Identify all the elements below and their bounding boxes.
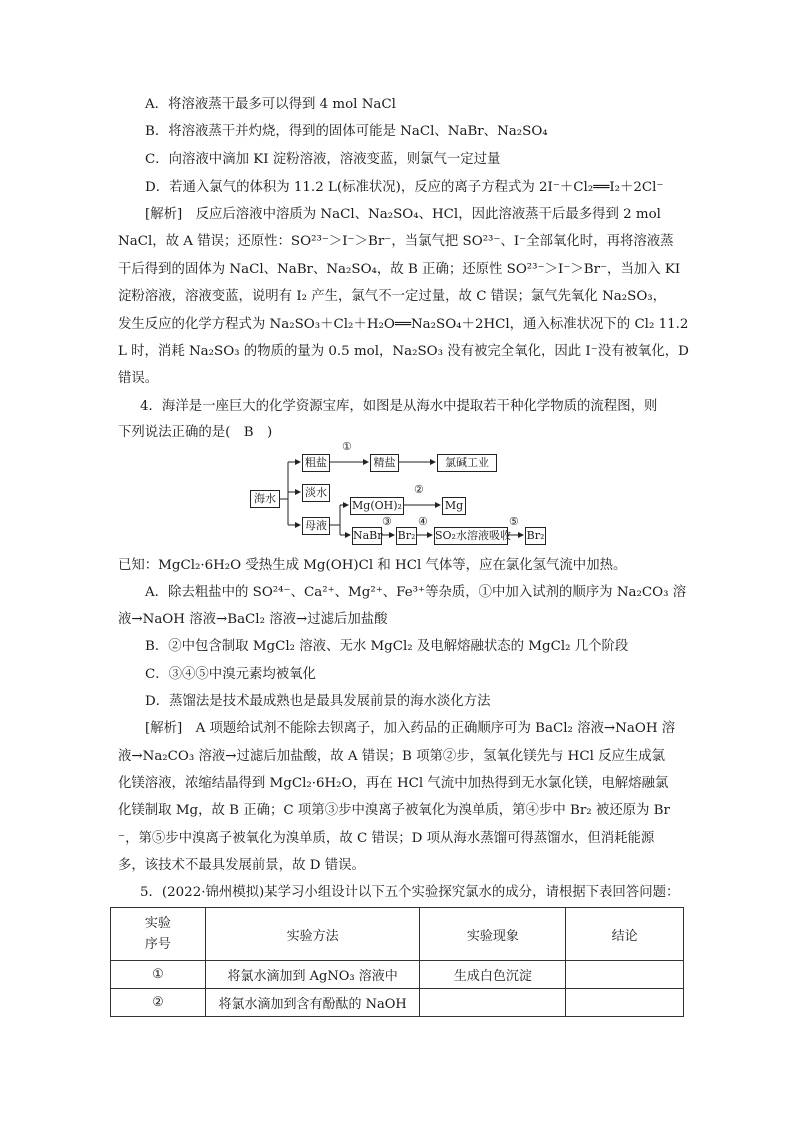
fresh-water-box: 淡水 bbox=[302, 484, 330, 502]
nabr-box: NaBr bbox=[352, 527, 382, 545]
cell-phenomenon bbox=[420, 989, 566, 1017]
q4-analysis-line: 液→Na₂CO₃ 溶液→过滤后加盐酸，故 A 错误；B 项第②步，氢氧化镁先与 HCl 反应生成氯 bbox=[118, 749, 666, 764]
q4-analysis-line: [解析] A 项题给试剂不能除去钡离子，加入药品的正确顺序可为 BaCl₂ 溶液→NaOH 溶 bbox=[145, 721, 676, 736]
q3-option-d: D．若通入氯气的体积为 11.2 L(标准状况)，反应的离子方程式为 2I⁻＋Cl₂══I₂＋2Cl⁻ bbox=[145, 180, 664, 195]
header-seq-line1: 实验 bbox=[144, 916, 171, 931]
cell-phenomenon: 生成白色沉淀 bbox=[420, 961, 566, 989]
q4-option-line: D．蒸馏法是技术最成熟也是最具发展前景的海水淡化方法 bbox=[145, 694, 491, 709]
q4-analysis-line: 多，该技术不最具发展前景，故 D 错误。 bbox=[118, 858, 365, 873]
q3-analysis-line: 淀粉溶液，溶液变蓝，说明有 I₂ 产生，氯气不一定过量，故 C 错误；氯气先氧化 Na₂SO₃， bbox=[118, 289, 667, 304]
q4-note: 已知：MgCl₂·6H₂O 受热生成 Mg(OH)Cl 和 HCl 气体等，应在氯化氢气流中加热。 bbox=[118, 558, 627, 573]
q3-analysis-line: [解析] 反应后溶液中溶质为 NaCl、Na₂SO₄、HCl，因此溶液蒸干后最多得到 2 mol bbox=[145, 207, 661, 222]
header-method: 实验方法 bbox=[205, 908, 420, 961]
mother-liquor-box: 母液 bbox=[302, 517, 330, 535]
cell-seq: ① bbox=[111, 961, 206, 989]
q3-analysis-line: 干后得到的固体为 NaCl、NaBr、Na₂SO₄，故 B 正确；还原性 SO²³⁻＞I⁻＞Br⁻，当加入 KI bbox=[118, 262, 681, 277]
step-1-label: ① bbox=[342, 440, 352, 453]
q4-analysis-line: 化镁溶液，浓缩结晶得到 MgCl₂·6H₂O，再在 HCl 气流中加热得到无水氯化镁，电解熔融氯 bbox=[118, 776, 669, 791]
mgoh2-box: Mg(OH)₂ bbox=[350, 497, 404, 515]
seawater-box: 海水 bbox=[250, 490, 280, 508]
br2-final-box: Br₂ bbox=[525, 527, 546, 545]
so2-absorb-box: SO₂水溶液吸收 bbox=[434, 527, 508, 545]
step-4-label: ④ bbox=[418, 515, 428, 528]
q4-analysis-line: ⁻，第⑤步中溴离子被氧化为溴单质，故 C 错误；D 项从海水蒸馏可得蒸馏水，但消耗能源 bbox=[118, 831, 655, 846]
br2-box: Br₂ bbox=[396, 527, 417, 545]
q3-option-b: B．将溶液蒸干并灼烧，得到的固体可能是 NaCl、NaBr、Na₂SO₄ bbox=[145, 124, 548, 139]
q4-option-line: A．除去粗盐中的 SO²⁴⁻、Ca²⁺、Mg²⁺、Fe³⁺等杂质，①中加入试剂的顺序为 Na₂CO₃ 溶 bbox=[145, 585, 687, 600]
step-2-label: ② bbox=[414, 483, 424, 496]
q3-option-c: C．向溶液中滴加 KI 淀粉溶液，溶液变蓝，则氯气一定过量 bbox=[145, 152, 501, 167]
q3-analysis-line: 发生反应的化学方程式为 Na₂SO₃＋Cl₂＋H₂O══Na₂SO₄＋2HCl，通入标准状况下的 Cl₂ 11.2 bbox=[118, 317, 689, 332]
q3-option-a: A．将溶液蒸干最多可以得到 4 mol NaCl bbox=[145, 97, 396, 112]
crude-salt-box: 粗盐 bbox=[302, 454, 330, 472]
header-conclusion: 结论 bbox=[566, 908, 684, 961]
table-header-row bbox=[111, 908, 684, 961]
cell-seq: ② bbox=[111, 989, 206, 1017]
table-row bbox=[111, 961, 684, 989]
q3-analysis-line: 错误。 bbox=[118, 371, 159, 386]
q3-analysis-line: NaCl，故 A 错误；还原性：SO²³⁻＞I⁻＞Br⁻，当氯气把 SO²³⁻、I⁻全部氧化时，再将溶液蒸 bbox=[118, 234, 674, 249]
q4-analysis-line: 化镁制取 Mg，故 B 正确；C 项第③步中溴离子被氧化为溴单质，第④步中 Br₂ 被还原为 Br bbox=[118, 803, 670, 818]
table-row bbox=[111, 989, 684, 1017]
header-phenomenon: 实验现象 bbox=[420, 908, 566, 961]
q4-stem-line: 下列说法正确的是( B ) bbox=[118, 425, 273, 440]
q4-option-line: 液→NaOH 溶液→BaCl₂ 溶液→过滤后加盐酸 bbox=[118, 612, 388, 627]
q3-analysis-line: L 时，消耗 Na₂SO₃ 的物质的量为 0.5 mol，Na₂SO₃ 没有被完全氧化，因此 I⁻没有被氧化，D bbox=[118, 344, 689, 359]
header-seq bbox=[111, 908, 206, 961]
cell-method: 将氯水滴加到含有酚酞的 NaOH bbox=[205, 989, 420, 1017]
fine-salt-box: 精盐 bbox=[370, 454, 399, 472]
chlor-alkali-box: 氯碱工业 bbox=[437, 454, 497, 472]
cell-conclusion bbox=[566, 961, 684, 989]
mg-box: Mg bbox=[442, 497, 466, 515]
q5-stem: 5．(2022·锦州模拟)某学习小组设计以下五个实验探究氯水的成分，请根据下表回答问题： bbox=[140, 885, 680, 900]
cell-conclusion bbox=[566, 989, 684, 1017]
step-5-label: ⑤ bbox=[509, 515, 519, 528]
step-3-label: ③ bbox=[382, 515, 392, 528]
cell-method: 将氯水滴加到 AgNO₃ 溶液中 bbox=[205, 961, 420, 989]
experiment-table bbox=[110, 907, 684, 1017]
q4-option-line: B．②中包含制取 MgCl₂ 溶液、无水 MgCl₂ 及电解熔融状态的 MgCl₂ 几个阶段 bbox=[145, 639, 629, 654]
q4-option-line: C．③④⑤中溴元素均被氧化 bbox=[145, 667, 316, 682]
q4-stem-line: 4．海洋是一座巨大的化学资源宝库，如图是从海水中提取若干种化学物质的流程图，则 bbox=[140, 399, 658, 414]
seawater-flow-chart bbox=[248, 440, 548, 550]
header-seq-line2: 序号 bbox=[144, 937, 171, 952]
